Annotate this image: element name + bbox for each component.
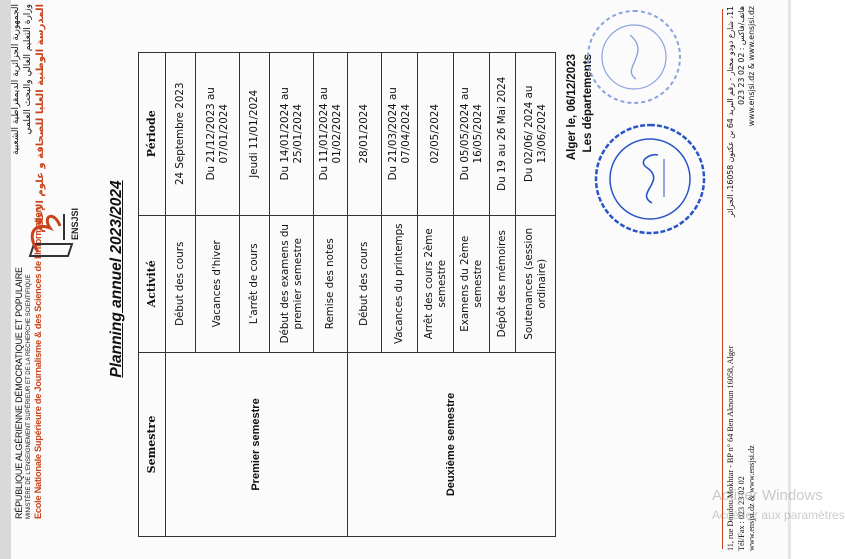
school-logo <box>20 154 82 274</box>
logo-text: ENSJSI <box>70 207 80 240</box>
faded-stamp <box>582 4 687 109</box>
activity-cell: Examens du 2ème semestre <box>454 215 490 352</box>
period-cell: Du 05/05/2024 au 16/05/2024 <box>454 53 490 216</box>
header-activite: Activité <box>139 215 166 352</box>
period-cell: 02/05/2024 <box>418 53 454 216</box>
activity-cell: Soutenances (session ordinaire) <box>516 215 556 352</box>
footer-ar-address: 11، شارع دودو مختار - رقم البريد 64 بن عكنون 16058، الجزائر <box>726 6 735 218</box>
header-arabic <box>10 4 47 233</box>
activity-cell: Début des cours <box>348 215 382 352</box>
semester-cell: Premier semestre <box>166 352 348 536</box>
period-cell: Jeudi 11/01/2024 <box>240 53 270 216</box>
header-ar-republic: الجمهورية الجزائرية الديمقراطية الشعبية <box>11 4 21 155</box>
table-row <box>348 53 382 537</box>
table-row <box>166 53 196 537</box>
footer-address: 11, rue Doudou Mokhtar - BP n° 64 Ben Aknoun 16058, Alger <box>726 345 735 551</box>
official-stamp <box>590 119 710 239</box>
header-french <box>14 206 44 519</box>
table-header-row <box>139 53 166 537</box>
place-date: Alger le, 06/12/2023 <box>566 54 578 161</box>
activity-cell: Vacances d'hiver <box>196 215 240 352</box>
footer-web: www.ensjsi.dz & www.ensjsi.dz <box>747 445 756 551</box>
activity-cell: L'arrêt de cours <box>240 215 270 352</box>
header-semestre: Semestre <box>139 352 166 536</box>
period-cell: Du 02/06/ 2024 au 13/06/2024 <box>516 53 556 216</box>
semester-cell: Deuxième semestre <box>348 352 556 536</box>
header-periode: Période <box>139 53 166 216</box>
activity-cell: Remise des notes <box>314 215 348 352</box>
period-cell: Du 21/03/2024 au 07/04/2024 <box>382 53 418 216</box>
activity-cell: Dépôt des mémoires <box>490 215 516 352</box>
header-ar-school: المدرسة الوطنية العليا للصحافة و علوم الإعلام <box>35 4 46 233</box>
period-cell: 28/01/2024 <box>348 53 382 216</box>
footer-ar-web: www.ensjsi.dz & www.ensjsi.dz <box>747 6 756 127</box>
header-republic: RÉPUBLIQUE ALGÉRIENNE DÉMOCRATIQUE ET POPULAIRE <box>14 267 24 519</box>
footer-ar-phone: هاتف/فاكس : 02 02 23 023 <box>736 6 746 105</box>
period-cell: 24 Septembre 2023 <box>166 53 196 216</box>
footer-arabic <box>726 6 758 269</box>
watermark-line2: Accédez aux paramètres <box>712 508 845 522</box>
period-cell: Du 11/01/2024 au 01/02/2024 <box>314 53 348 216</box>
footer-divider <box>722 9 723 549</box>
period-cell: Du 21/12/2023 au 07/01/2024 <box>196 53 240 216</box>
footer-phone: Tél/Fax : 023 23 02 02 <box>736 476 746 551</box>
document-title: Planning annuel 2023/2024 <box>108 180 125 378</box>
header-ministry: MINISTÈRE DE L'ENSEIGNEMENT SUPÉRIEUR ET DE LA RECHERCHE SCIENTIFIQUE <box>26 274 32 519</box>
watermark-line1: Activer Windows <box>712 487 823 504</box>
activity-cell: Arrêt des cours 2ème semestre <box>418 215 454 352</box>
planning-table <box>138 52 556 537</box>
period-cell: Du 14/01/2024 au 25/01/2024 <box>270 53 314 216</box>
header-ar-ministry: وزارة التعليم العالي والبحث العلمي <box>23 4 33 135</box>
activity-cell: Début des examens du premier semestre <box>270 215 314 352</box>
signatory: Les départements <box>582 54 594 153</box>
activity-cell: Vacances du printemps <box>382 215 418 352</box>
activity-cell: Début des cours <box>166 215 196 352</box>
period-cell: Du 19 au 26 Mai 2024 <box>490 53 516 216</box>
header-school: Ecole Nationale Supérieure de Journalisme & des Sciences de l'Information <box>33 206 43 519</box>
